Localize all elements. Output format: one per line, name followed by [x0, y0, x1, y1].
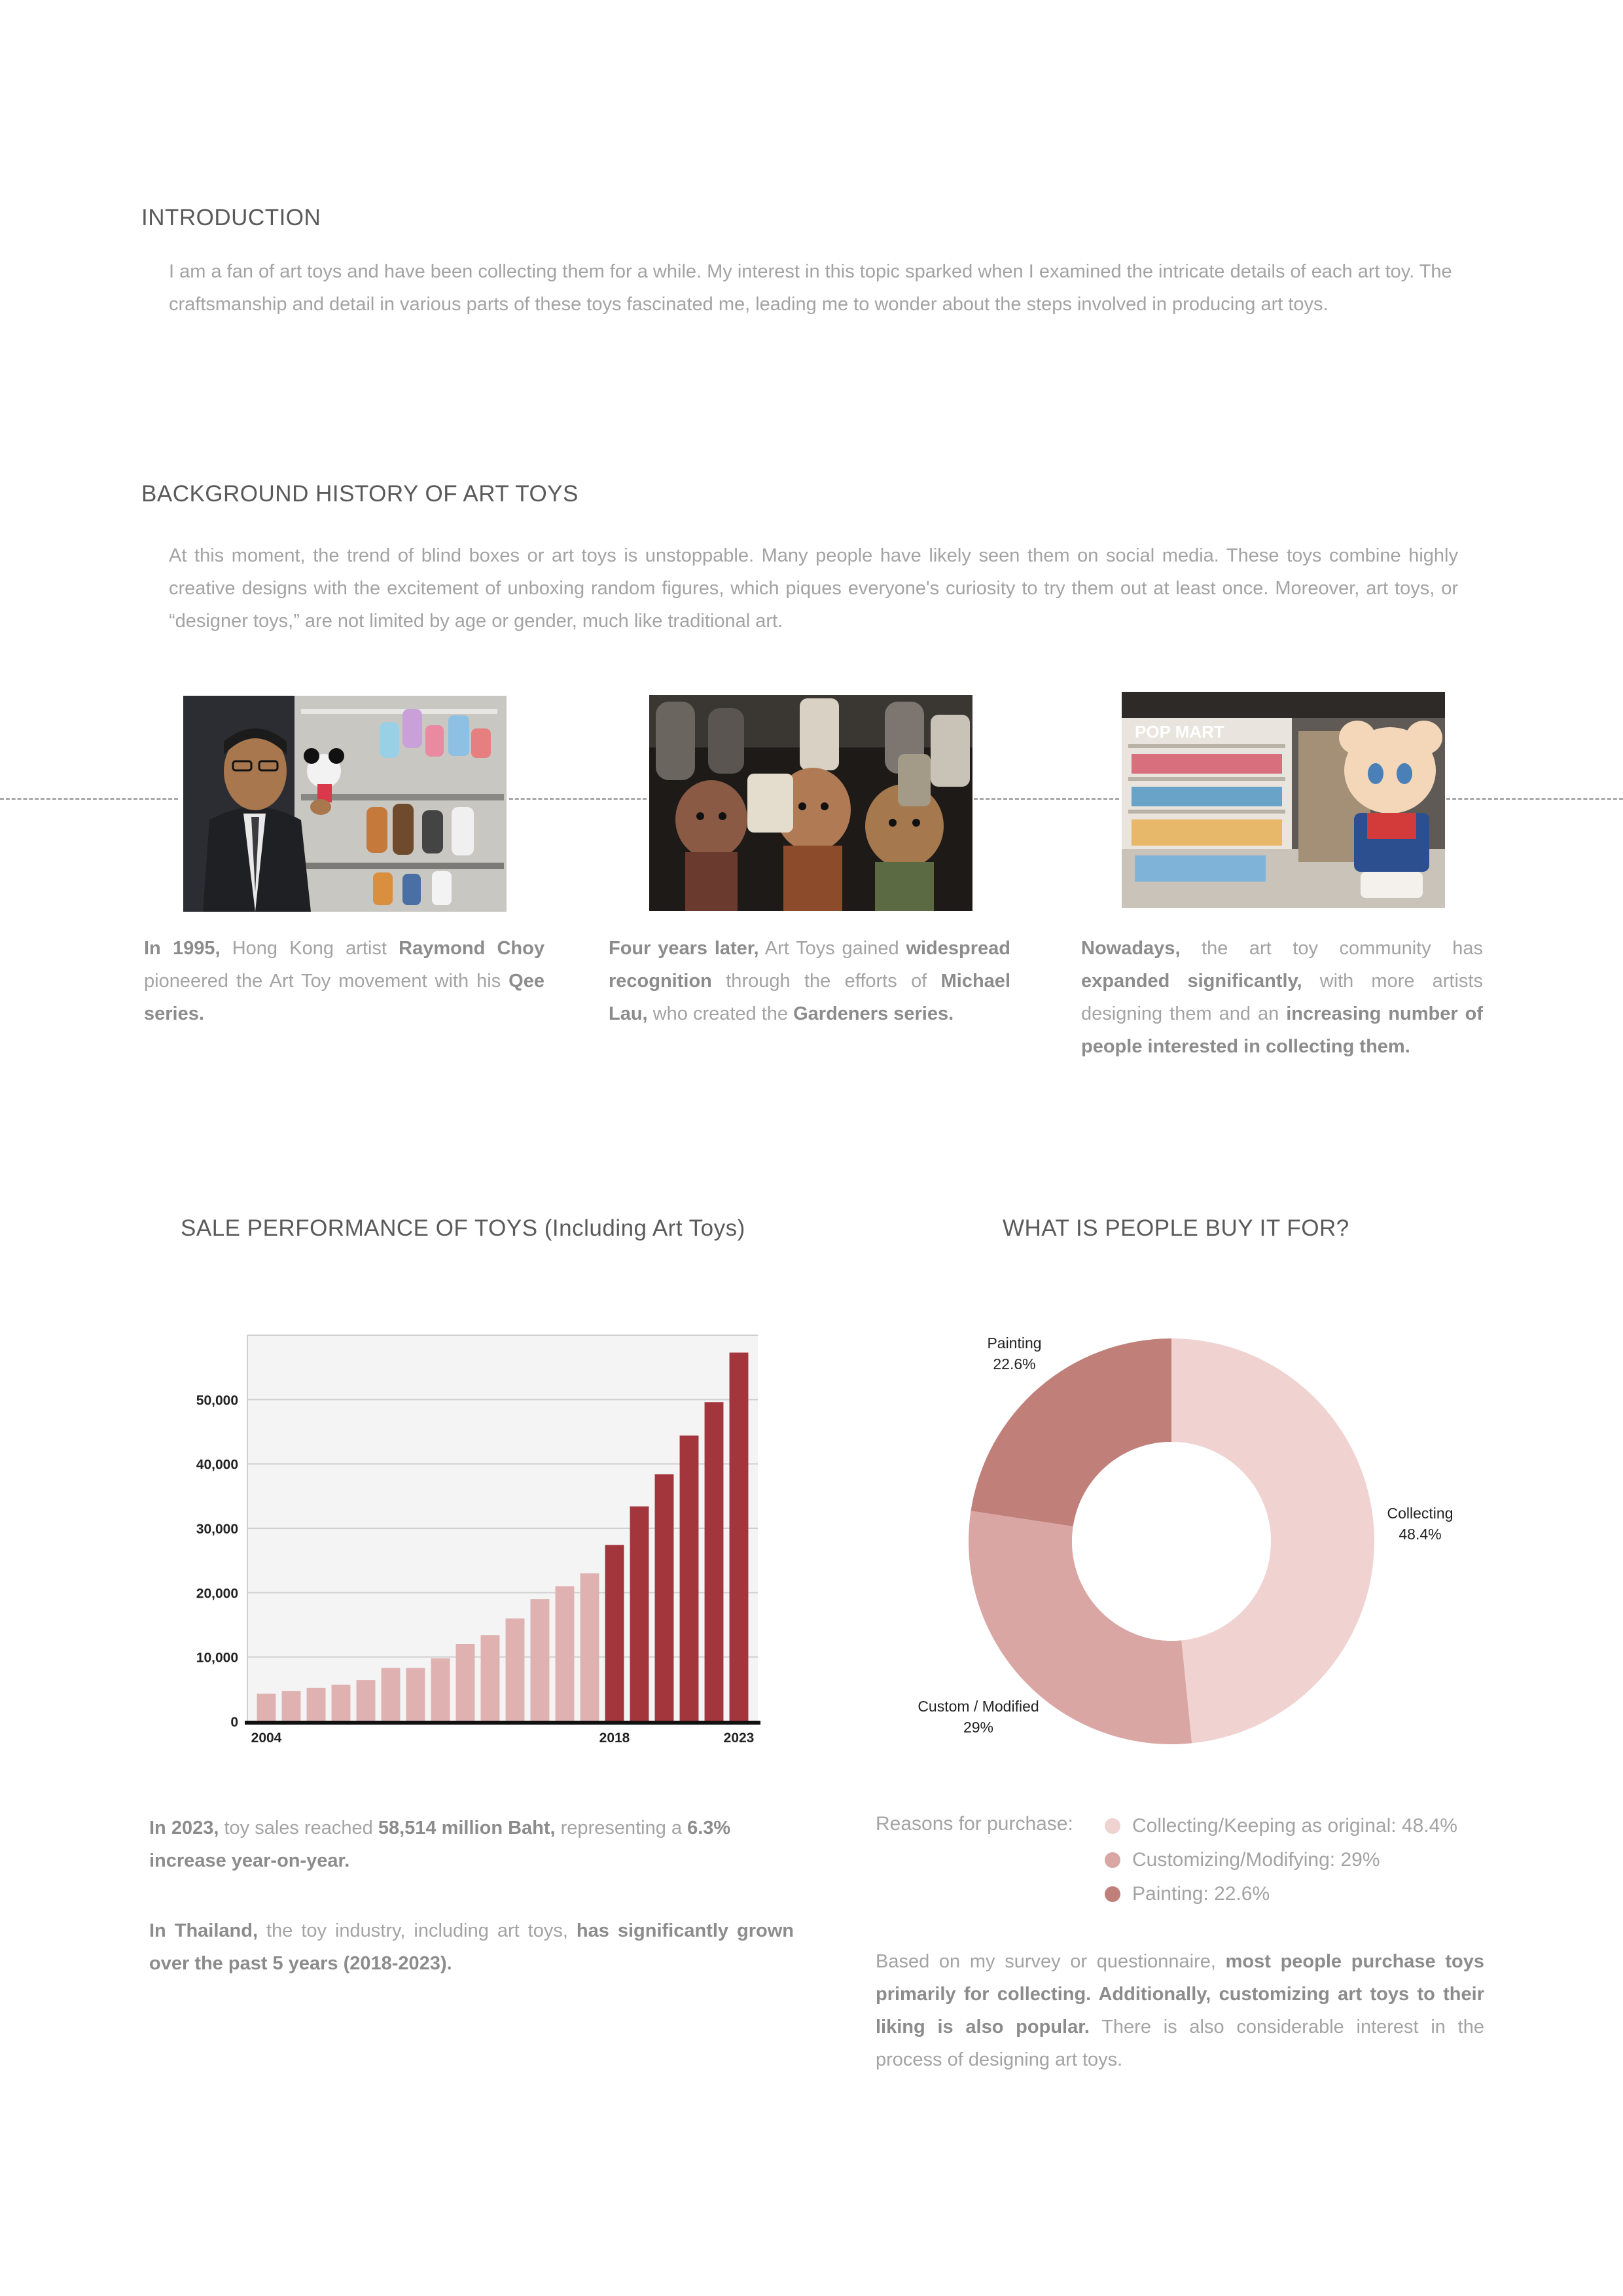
emphasis-text: In 1995, — [144, 938, 221, 959]
timeline-line — [974, 798, 1119, 800]
timeline-line — [509, 798, 647, 800]
gardeners-figures-photo — [649, 695, 972, 911]
emphasis-text: has significantly grown over the past 5 years (2018-2023). — [149, 1920, 794, 1974]
timeline-caption-3 — [1081, 932, 1483, 1063]
emphasis-text: Qee series. — [144, 971, 544, 1024]
legend-label: Customizing/Modifying: 29% — [1132, 1849, 1380, 1871]
emphasis-text: 58,514 million Baht, — [378, 1818, 556, 1839]
sales-note-1 — [149, 1812, 751, 1877]
legend-label: Painting: 22.6% — [1132, 1883, 1270, 1905]
purpose-chart-title: WHAT IS PEOPLE BUY IT FOR? — [1003, 1215, 1349, 1241]
x-tick-label: 2004 — [251, 1731, 282, 1746]
text-run: with more artists designing them and an — [1081, 971, 1483, 1024]
bar-2019 — [630, 1507, 649, 1721]
text-run: the toy industry, including art toys, — [258, 1920, 577, 1941]
legend-swatch — [1105, 1818, 1120, 1834]
slice-value-label: 48.4% — [1399, 1526, 1442, 1543]
bar-2021 — [680, 1435, 699, 1721]
y-tick-label: 10,000 — [196, 1650, 238, 1666]
sales-bar-chart — [157, 1309, 779, 1754]
intro-heading: INTRODUCTION — [141, 205, 321, 230]
donut-hole — [1072, 1442, 1271, 1641]
timeline-caption-1 — [144, 932, 544, 1030]
slice-label: Custom / Modified — [918, 1698, 1039, 1715]
emphasis-text: In 2023, — [149, 1818, 219, 1839]
bar-2009 — [382, 1668, 401, 1721]
bar-2014 — [506, 1619, 525, 1721]
emphasis-text: 6.3% increase year-on-year. — [149, 1818, 731, 1871]
timeline-line — [1446, 798, 1623, 800]
text-run: pioneered the Art Toy movement with his — [144, 971, 509, 992]
sales-chart-title: SALE PERFORMANCE OF TOYS (Including Art Toys) — [181, 1215, 745, 1241]
y-tick-label: 20,000 — [196, 1586, 238, 1602]
text-run: toy sales reached — [219, 1818, 378, 1839]
slice-label: Painting — [987, 1335, 1042, 1352]
bar-2007 — [332, 1685, 351, 1721]
purpose-donut-chart — [877, 1309, 1531, 1767]
legend-item — [1105, 1877, 1457, 1911]
emphasis-text: In Thailand, — [149, 1920, 259, 1941]
purpose-legend-title: Reasons for purchase: — [876, 1813, 1073, 1835]
bar-2011 — [431, 1659, 450, 1721]
bar-2013 — [481, 1635, 500, 1721]
bar-2017 — [580, 1573, 599, 1721]
emphasis-text: expanded significantly, — [1081, 971, 1302, 992]
legend-swatch — [1105, 1886, 1120, 1902]
text-run: representing a — [555, 1818, 688, 1839]
history-body: At this moment, the trend of blind boxes or art toys is unstoppable. Many people have likely seen them on social media. These toys combine highly creative designs with the excitement of unboxing random figures, which piques everyone's curiosity to try them out at least once. Moreover, art toys, or “designer toys,” are not limited by age or gender, much like traditional art. — [169, 545, 1458, 632]
legend-item — [1105, 1809, 1457, 1843]
text-run: There is also considerable interest in the process of designing art toys. — [876, 2017, 1484, 2070]
purpose-legend — [1105, 1809, 1457, 1911]
emphasis-text: most people purchase toys primarily for collecting. Additionally, customizing art toys to their liking is also popular. — [876, 1951, 1484, 2037]
intro-body: I am a fan of art toys and have been collecting them for a while. My interest in this topic sparked when I examined the intricate details of each art toy. The craftsmanship and detail in various parts of these toys fascinated me, leading me to wonder about the steps involved in producing art toys. — [169, 261, 1452, 315]
bar-2015 — [531, 1599, 550, 1721]
emphasis-text: Raymond Choy — [399, 938, 544, 959]
pop-mart-store-photo — [1122, 692, 1445, 908]
y-tick-label: 0 — [230, 1715, 238, 1730]
emphasis-text: Nowadays, — [1081, 938, 1181, 959]
legend-label: Collecting/Keeping as original: 48.4% — [1132, 1815, 1457, 1837]
bar-2012 — [456, 1644, 475, 1721]
bar-2022 — [705, 1402, 724, 1721]
sales-note-2 — [149, 1914, 794, 1980]
emphasis-text: Four years later, — [609, 938, 759, 959]
text-run: who created the — [647, 1003, 794, 1024]
x-tick-label: 2023 — [723, 1731, 755, 1746]
y-tick-label: 30,000 — [196, 1522, 238, 1537]
slice-value-label: 29% — [963, 1719, 994, 1736]
raymond-choy-photo — [183, 696, 507, 912]
purpose-note — [876, 1945, 1484, 2076]
bar-2008 — [357, 1680, 376, 1721]
emphasis-text: Michael Lau, — [609, 971, 1010, 1024]
text-run: Hong Kong artist — [220, 938, 399, 959]
emphasis-text: Gardeners series. — [793, 1003, 954, 1024]
x-tick-label: 2018 — [599, 1731, 630, 1746]
emphasis-text: increasing number of people interested in collecting them. — [1081, 1003, 1484, 1057]
slice-value-label: 22.6% — [993, 1355, 1036, 1372]
bar-2016 — [556, 1587, 575, 1722]
text-run: Art Toys gained — [758, 938, 906, 959]
bar-2018 — [605, 1545, 624, 1721]
history-heading: BACKGROUND HISTORY OF ART TOYS — [141, 481, 579, 507]
text-run: Based on my survey or questionnaire, — [876, 1951, 1226, 1972]
text-run: the art toy community has — [1180, 938, 1483, 959]
timeline-caption-2 — [609, 932, 1010, 1030]
slice-label: Collecting — [1387, 1505, 1454, 1522]
bar-2010 — [406, 1668, 425, 1721]
y-tick-label: 50,000 — [196, 1393, 238, 1408]
text-run: through the efforts of — [711, 971, 941, 992]
emphasis-text: widespread recognition — [609, 938, 1010, 992]
store-sign: POP MART — [1135, 722, 1224, 742]
bar-2005 — [282, 1691, 301, 1721]
legend-swatch — [1105, 1852, 1120, 1868]
bar-2020 — [655, 1474, 674, 1721]
legend-item — [1105, 1843, 1457, 1877]
y-tick-label: 40,000 — [196, 1457, 238, 1473]
bar-2023 — [730, 1353, 749, 1721]
timeline-line — [0, 798, 178, 800]
bar-2004 — [257, 1694, 276, 1721]
bar-2006 — [307, 1688, 326, 1721]
